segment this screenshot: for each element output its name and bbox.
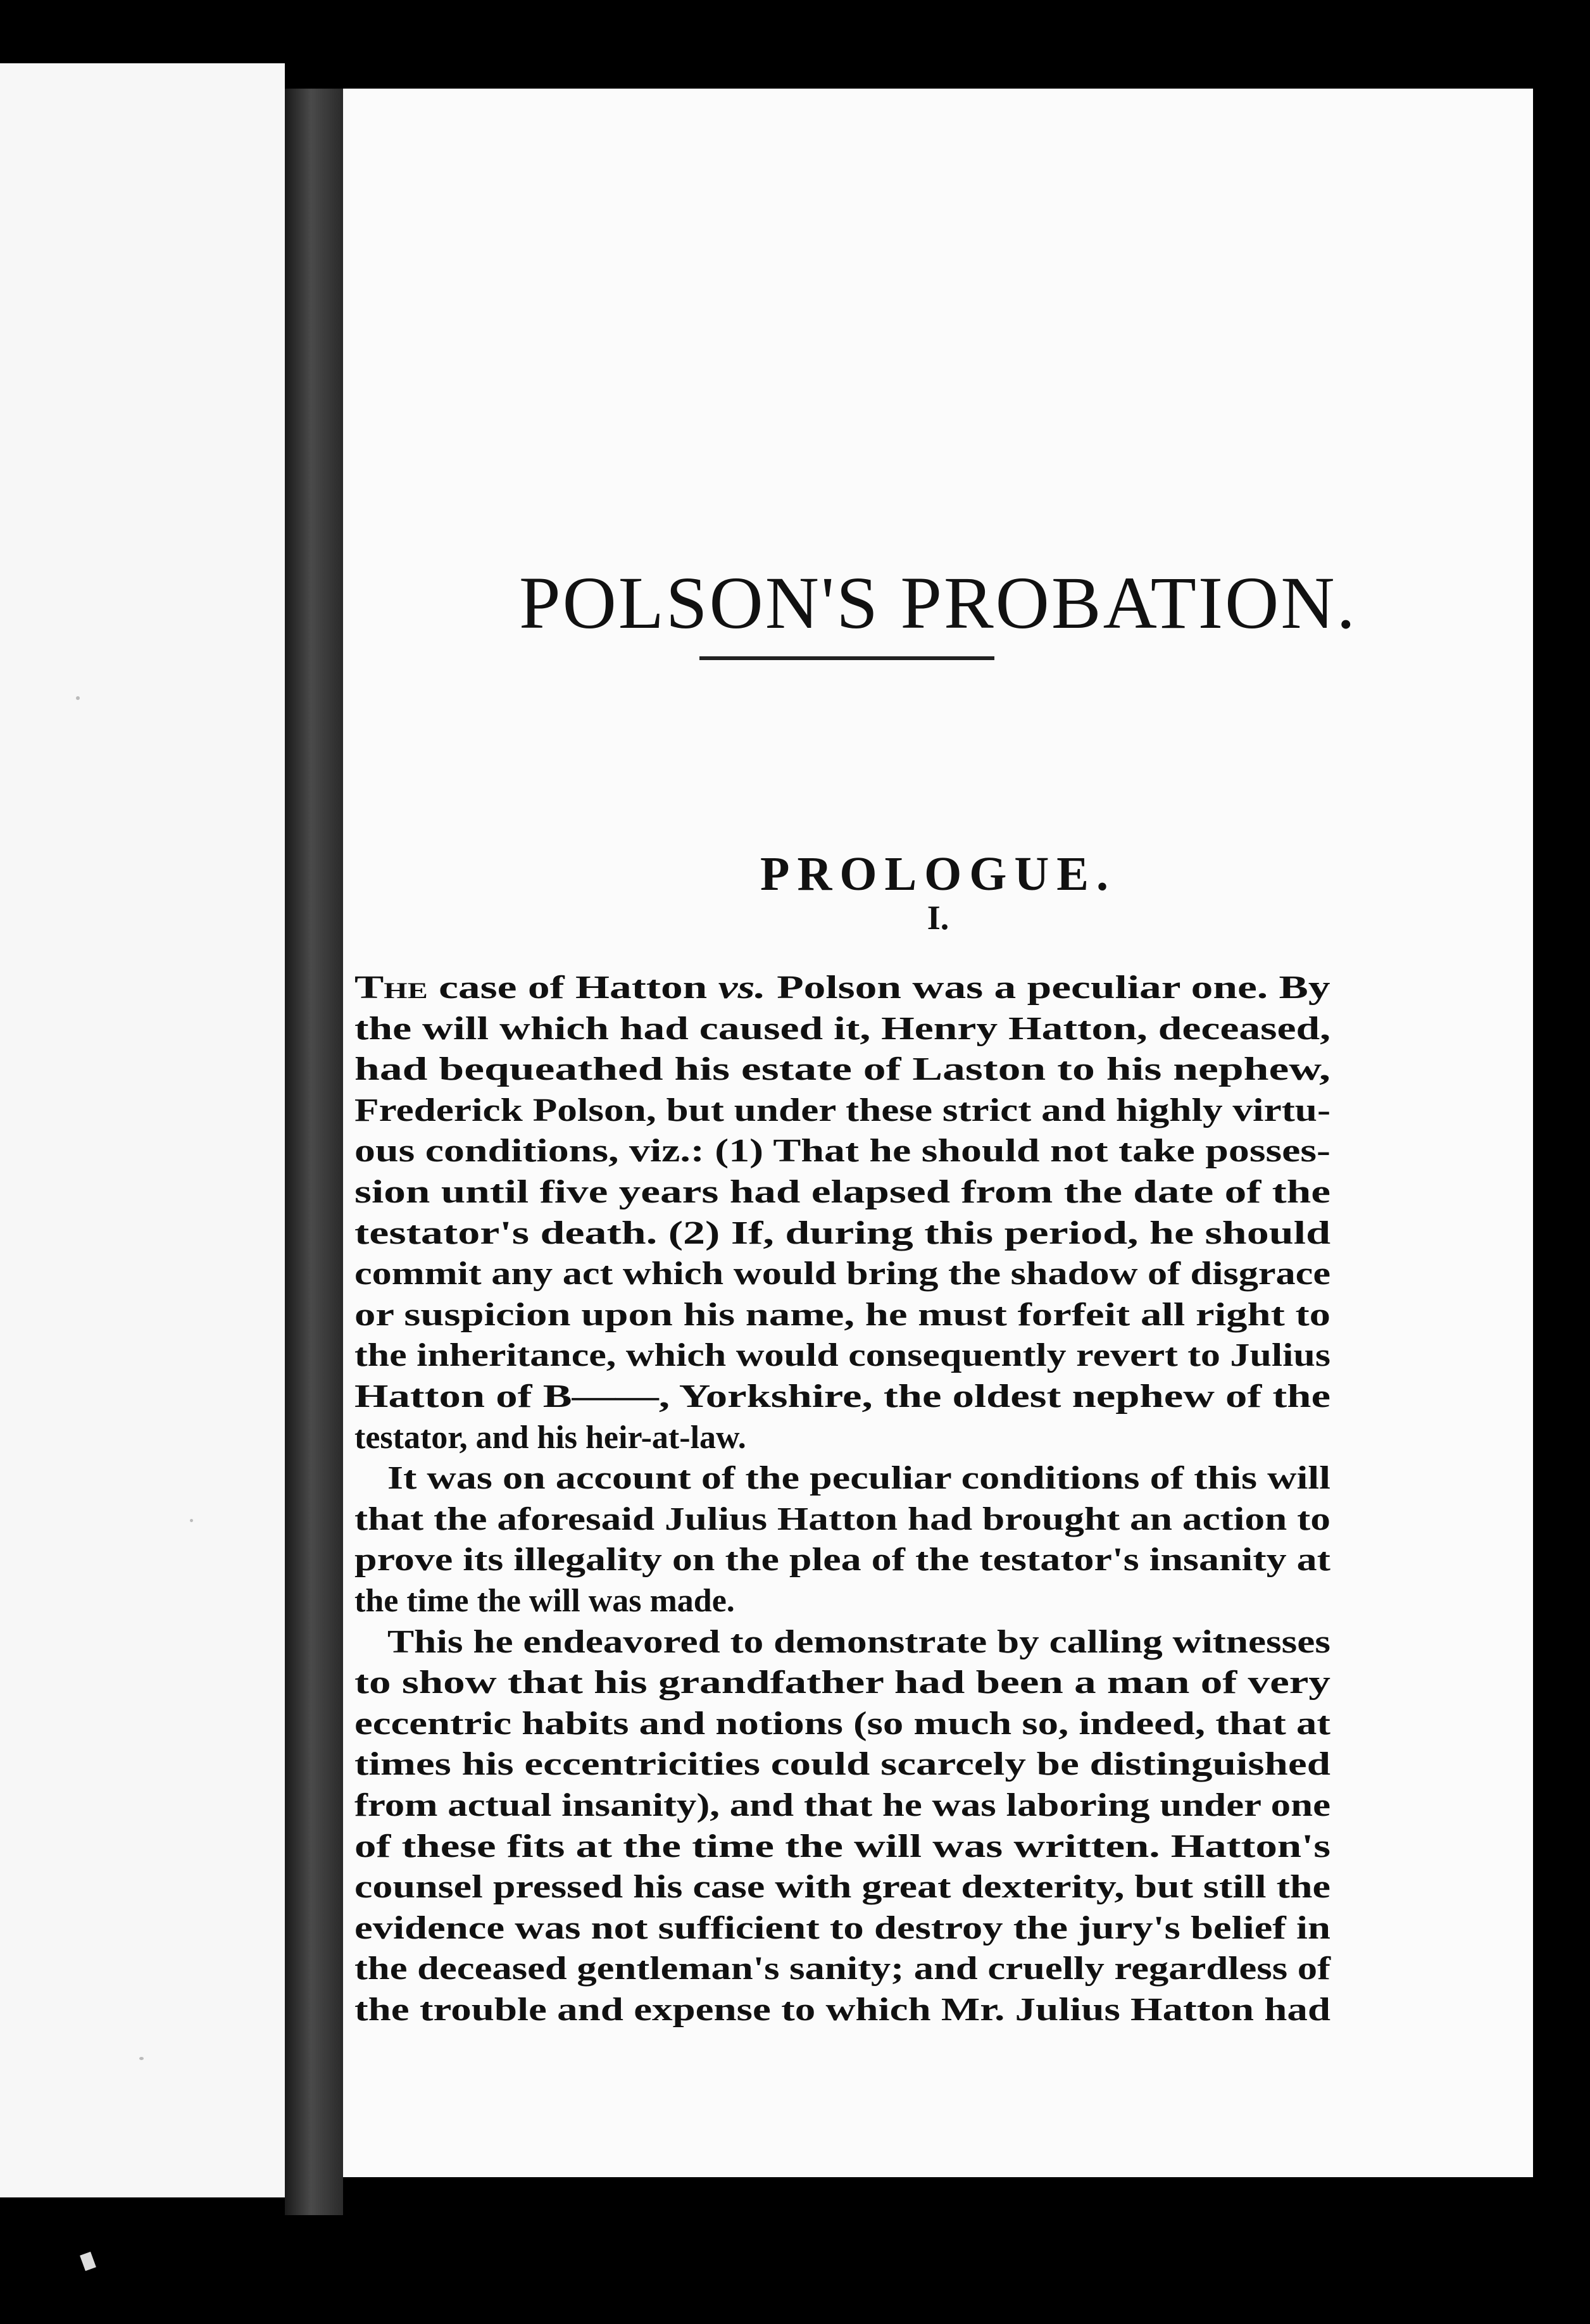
- chapter-number: I.: [927, 899, 949, 937]
- small-caps-lead: The: [354, 970, 428, 1006]
- text-line: that the aforesaid Julius Hatton had brought an action to: [354, 1501, 1330, 1537]
- paper-speck: [139, 2057, 144, 2060]
- text-line: Frederick Polson, but under these strict and highly virtu-: [354, 1092, 1331, 1128]
- text-line: It was on account of the peculiar conditions of this will: [387, 1460, 1330, 1497]
- title-rule: [699, 656, 994, 660]
- text-line: ous conditions, viz.: (1) That he should not take posses-: [354, 1133, 1330, 1170]
- text-line: or suspicion upon his name, he must forfeit all right to: [354, 1296, 1331, 1333]
- section-heading: PROLOGUE.: [760, 847, 1116, 901]
- text-line: to show that his grandfather had been a man of very: [354, 1665, 1330, 1701]
- text-line: times his eccentricities could scarcely be distinguished: [354, 1746, 1330, 1783]
- text-line: the time the will was made.: [354, 1583, 735, 1619]
- paper-speck: [76, 696, 80, 700]
- book-gutter: [285, 89, 343, 2215]
- text-line: evidence was not sufficient to destroy the jury's belief in: [354, 1909, 1330, 1946]
- text-line: This he endeavored to demonstrate by calling witnesses: [387, 1623, 1330, 1660]
- text-line: of these fits at the time the will was written. Hatton's: [354, 1828, 1331, 1865]
- text-line: had bequeathed his estate of Laston to his nephew,: [354, 1051, 1330, 1088]
- text-line: testator, and his heir-at-law.: [354, 1419, 746, 1456]
- book-title: POLSON'S PROBATION.: [518, 561, 1358, 645]
- book-page: [343, 89, 1533, 2177]
- text-line: counsel pressed his case with great dexterity, but still the: [354, 1869, 1330, 1906]
- text-line: testator's death. (2) If, during this period, he should: [354, 1215, 1331, 1251]
- paper-speck: [190, 1519, 193, 1522]
- text-line: prove its illegality on the plea of the testator's insanity at: [354, 1542, 1330, 1578]
- text-line: commit any act which would bring the shadow of disgrace: [354, 1256, 1330, 1292]
- previous-page-edge: [0, 63, 285, 2197]
- text-line: eccentric habits and notions (so much so, indeed, that at: [354, 1705, 1330, 1742]
- text-line: sion until five years had elapsed from the date of the: [354, 1174, 1330, 1210]
- text-line: Hatton of B——, Yorkshire, the oldest nephew of the: [354, 1378, 1330, 1415]
- italic-vs: vs.: [718, 970, 766, 1006]
- text-line: The case of Hatton vs. Polson was a peculiar one. By: [354, 970, 1330, 1006]
- text-line: the inheritance, which would consequently revert to Julius: [354, 1337, 1330, 1374]
- scan-artifact: [80, 2252, 96, 2271]
- text-line: the deceased gentleman's sanity; and cruelly regardless of: [354, 1951, 1330, 1987]
- text-line: the trouble and expense to which Mr. Julius Hatton had: [354, 1992, 1331, 2028]
- text-line: the will which had caused it, Henry Hatton, deceased,: [354, 1010, 1331, 1047]
- text-line: from actual insanity), and that he was laboring under one: [354, 1787, 1331, 1823]
